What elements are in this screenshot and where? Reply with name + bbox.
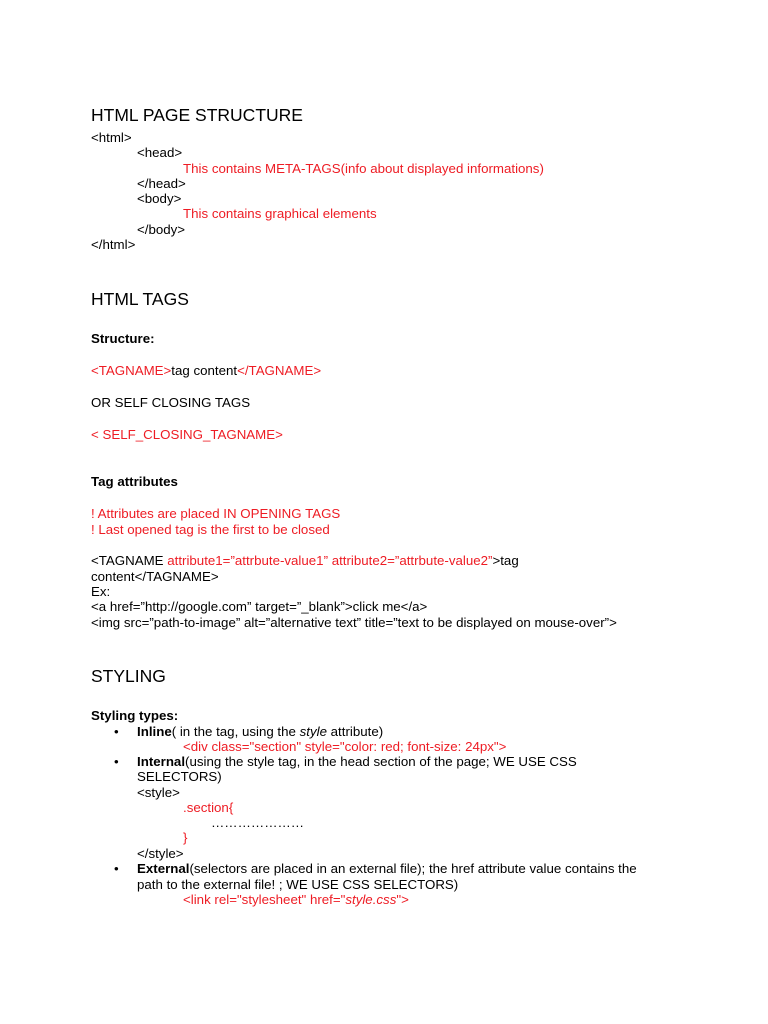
code-head-close: </head> — [137, 176, 186, 191]
internal-text: (using the style tag, in the head section of the page; WE USE CSS — [185, 754, 577, 769]
external-line-2: path to the external file! ; WE USE CSS SELECTORS) — [137, 877, 459, 892]
code-style-open: <style> — [137, 785, 180, 800]
attribute-example-line — [91, 553, 519, 568]
ex-link-line: <a href=”http://google.com” target=”_blank”>click me</a> — [91, 599, 428, 614]
external-label: External — [137, 861, 190, 876]
link-file: style.css — [345, 892, 397, 907]
inline-example: <div class="section" style="color: red; font-size: 24px"> — [183, 739, 507, 754]
code-head-open: <head> — [137, 145, 183, 160]
inline-text-2: attribute) — [326, 724, 384, 739]
ex-img-line: <img src=”path-to-image” alt=”alternative text” title=”text to be displayed on mouse-over”> — [91, 615, 617, 630]
external-line — [137, 861, 637, 876]
example-rest: >tag — [492, 553, 519, 568]
section-title-styling: STYLING — [91, 666, 166, 686]
code-section-selector: .section{ — [183, 800, 234, 815]
bullet-inline: • — [114, 724, 119, 739]
link-part-1: <link rel="stylesheet" href=" — [183, 892, 346, 907]
section-title-page-structure: HTML PAGE STRUCTURE — [91, 105, 303, 125]
code-body-close: </body> — [137, 222, 186, 237]
internal-label: Internal — [137, 754, 186, 769]
tag-attributes-label: Tag attributes — [91, 474, 178, 489]
inline-label: Inline — [137, 724, 172, 739]
self-closing-tag: < SELF_CLOSING_TAGNAME> — [91, 427, 283, 442]
head-note: This contains META-TAGS(info about displayed informations) — [183, 161, 544, 176]
bullet-external: • — [114, 861, 119, 876]
structure-label: Structure: — [91, 331, 155, 346]
internal-line — [137, 754, 577, 769]
styling-types-label: Styling types: — [91, 708, 179, 723]
section-title-html-tags: HTML TAGS — [91, 289, 189, 309]
code-html-open: <html> — [91, 130, 132, 145]
tag-content: tag content — [171, 363, 238, 378]
link-part-2: "> — [396, 892, 409, 907]
ex-label: Ex: — [91, 584, 111, 599]
bullet-internal: • — [114, 754, 119, 769]
inline-line — [137, 724, 383, 739]
code-style-close: </style> — [137, 846, 184, 861]
tag-close: </TAGNAME> — [237, 363, 322, 378]
attributes-note-1: ! Attributes are placed IN OPENING TAGS — [91, 506, 341, 521]
inline-style-word: style — [299, 724, 327, 739]
code-brace-close: } — [183, 830, 188, 845]
code-dots: ………………… — [211, 815, 305, 830]
or-self-closing-line: OR SELF CLOSING TAGS — [91, 395, 251, 410]
inline-text-1: ( in the tag, using the — [171, 724, 300, 739]
attributes-note-2: ! Last opened tag is the first to be closed — [91, 522, 330, 537]
example-attrs: attribute1=”attrbute-value1” attribute2=”attrbute-value2” — [167, 553, 493, 568]
tag-open: <TAGNAME> — [91, 363, 172, 378]
internal-line-2: SELECTORS) — [137, 769, 222, 784]
example-open: <TAGNAME — [91, 553, 168, 568]
code-html-close: </html> — [91, 237, 136, 252]
tag-structure-line — [91, 363, 321, 378]
attribute-example-line-2: content</TAGNAME> — [91, 569, 219, 584]
link-example — [183, 892, 409, 907]
body-note: This contains graphical elements — [183, 206, 377, 221]
code-body-open: <body> — [137, 191, 182, 206]
external-text: (selectors are placed in an external file); the href attribute value contains the — [189, 861, 637, 876]
